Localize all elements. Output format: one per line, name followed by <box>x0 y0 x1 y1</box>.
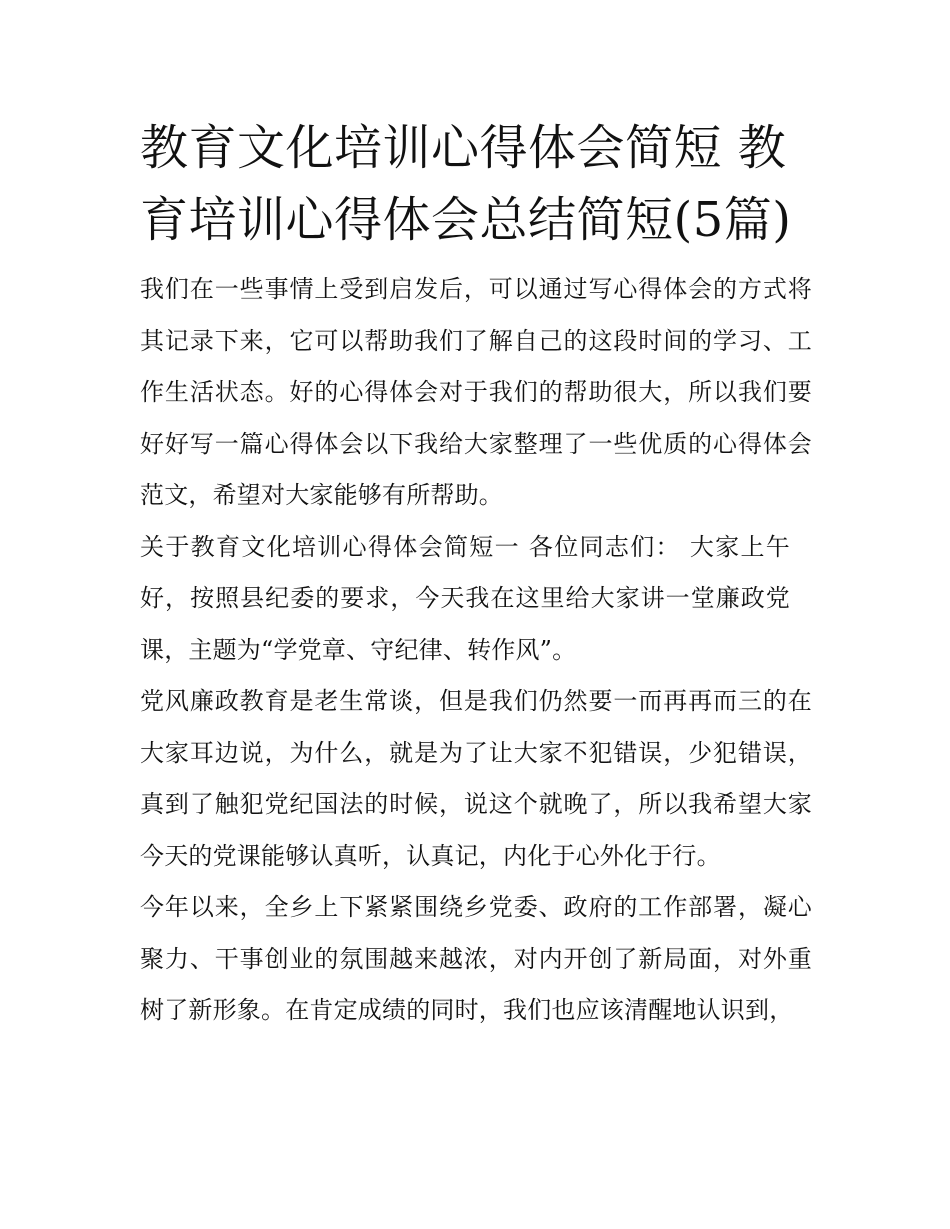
work-progress-paragraph: 今年以来，全乡上下紧紧围绕乡党委、政府的工作部署，凝心聚力、干事创业的氛围越来越浓，对内开创了新局面，对外重树了新形象。在肯定成绩的同时，我们也应该清醒地认识到， <box>140 893 812 1024</box>
intro-paragraph: 我们在一些事情上受到启发后，可以通过写心得体会的方式将其记录下来，它可以帮助我们了解自己的这段时间的学习、工作生活状态。好的心得体会对于我们的帮助很大，所以我们要好好写一篇心得体会以下我给大家整理了一些优质的心得体会范文，希望对大家能够有所帮助。 <box>140 275 812 509</box>
party-education-paragraph: 党风廉政教育是老生常谈，但是我们仍然要一而再再而三的在大家耳边说，为什么，就是为了让大家不犯错误，少犯错误，真到了触犯党纪国法的时候，说这个就晚了，所以我希望大家今天的党课能够认真听，认真记，内化于心外化于行。 <box>140 687 812 870</box>
document-title: 教育文化培训心得体会简短 教育培训心得体会总结简短(5篇) <box>140 120 792 248</box>
section-one-opening-paragraph: 关于教育文化培训心得体会简短一 各位同志们： 大家上午好，按照县纪委的要求，今天我在这里给大家讲一堂廉政党课，主题为“学党章、守纪律、转作风”。 <box>140 532 790 664</box>
document-body <box>140 112 812 1037</box>
